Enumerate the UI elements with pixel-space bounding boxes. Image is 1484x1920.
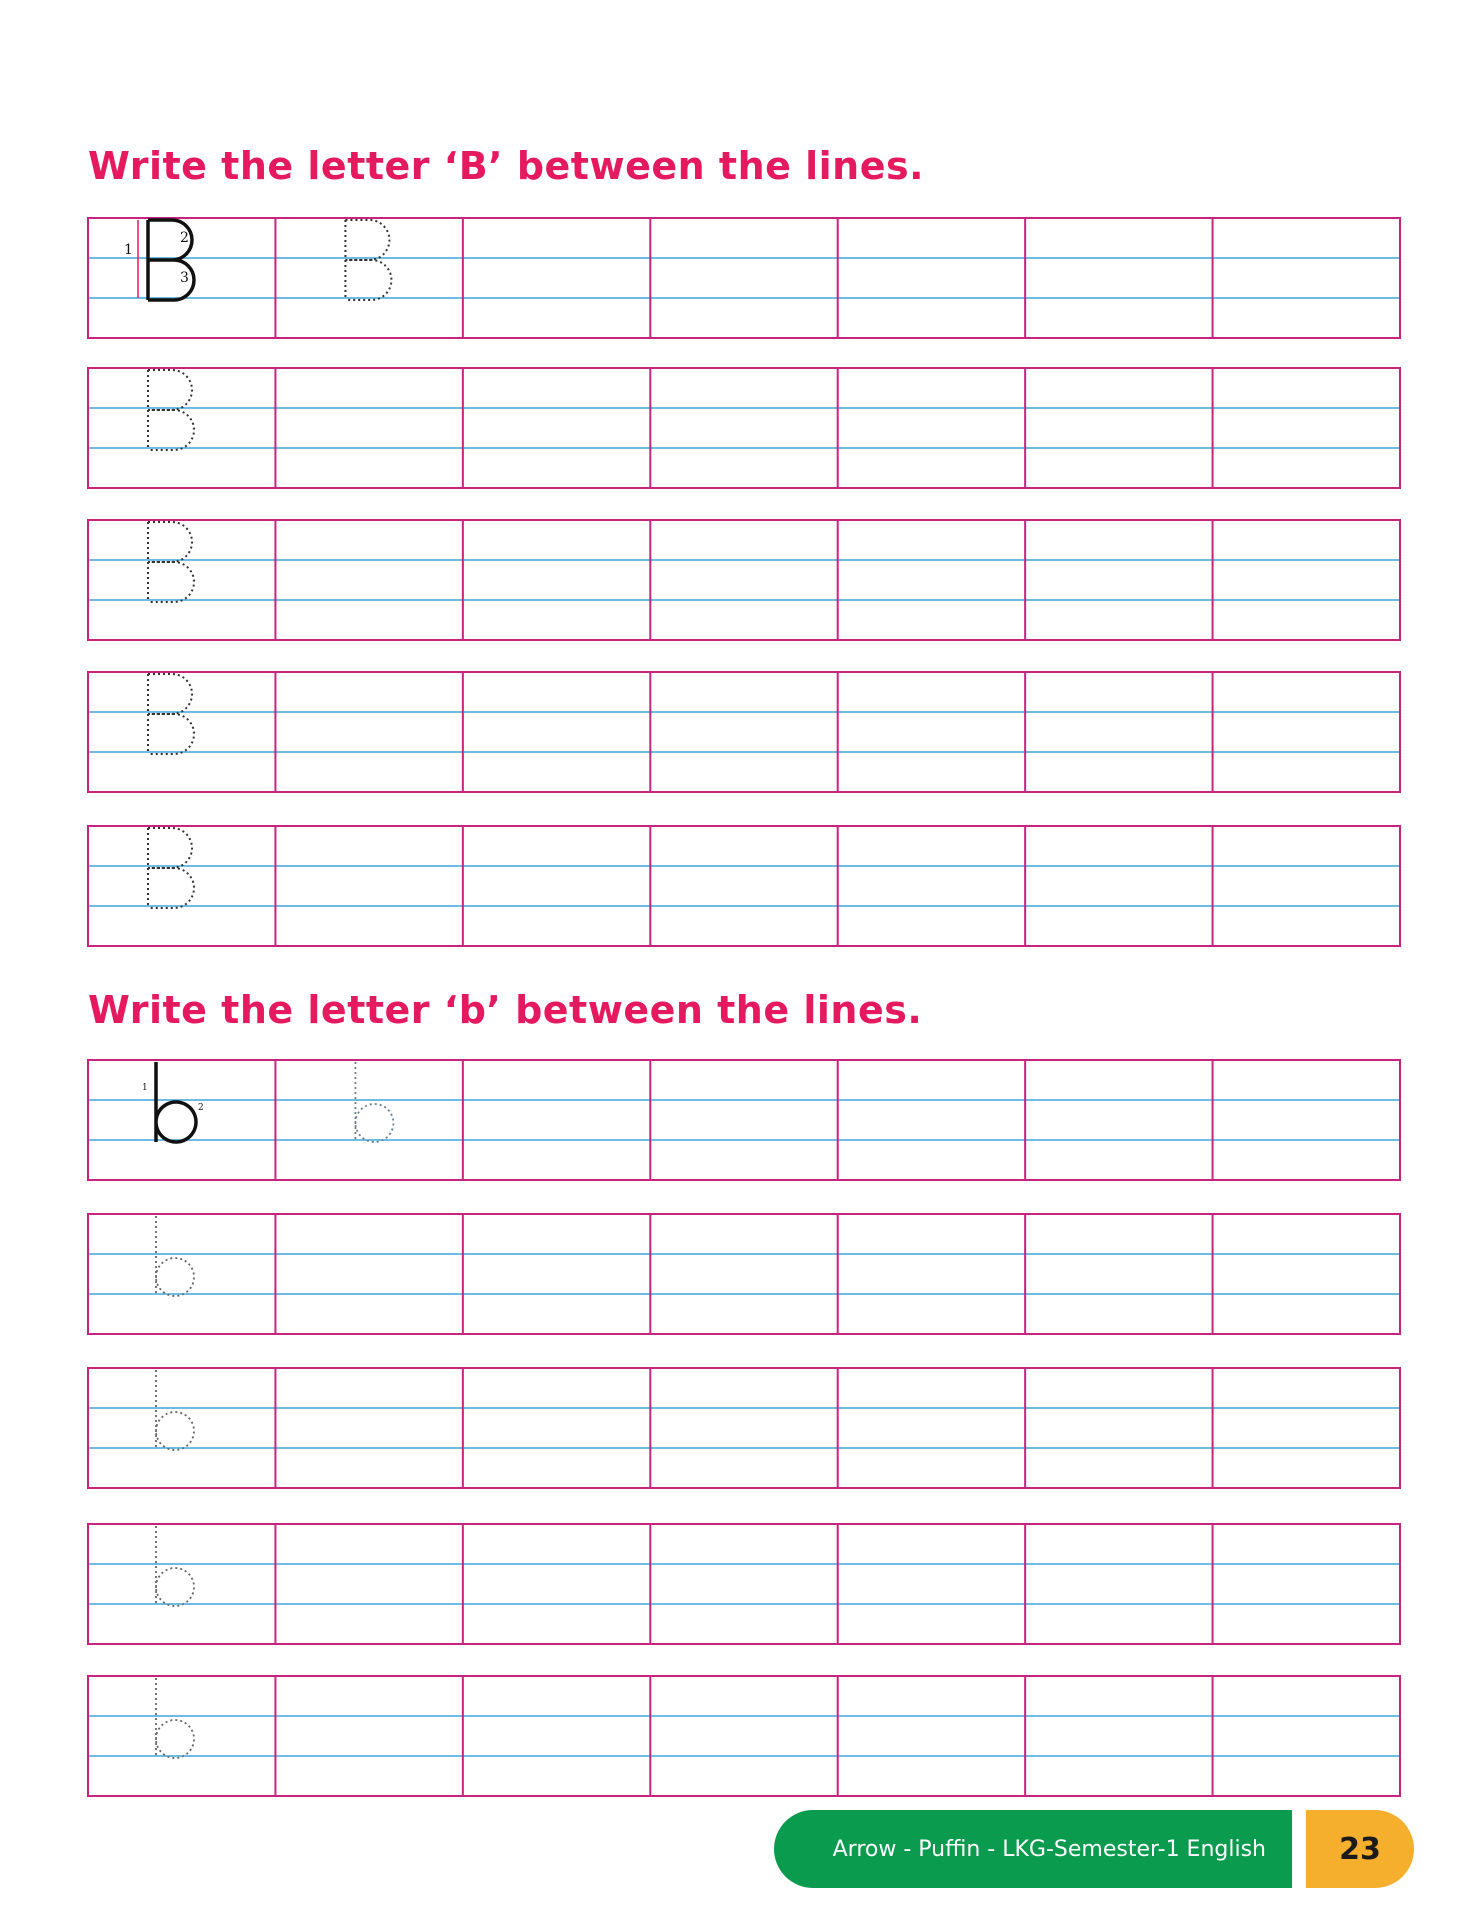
model-letter-b-lower: [156, 1062, 196, 1142]
stroke-number: 2: [198, 1103, 204, 1113]
writing-row-box: [88, 218, 1400, 338]
stroke-number: 1: [124, 242, 133, 258]
stroke-number: 3: [180, 270, 189, 286]
writing-row-box: [88, 1368, 1400, 1488]
writing-row-box: [88, 1214, 1400, 1334]
page-number-badge: 23: [1306, 1810, 1414, 1888]
writing-row-box: [88, 826, 1400, 946]
trace-letter-b-upper: [148, 828, 194, 908]
trace-letter-b-upper: [148, 522, 194, 602]
writing-row-box: [88, 1676, 1400, 1796]
writing-row-box: [88, 368, 1400, 488]
writing-row-box: [88, 520, 1400, 640]
trace-letter-b-lower: [156, 1678, 194, 1758]
trace-letter-b-upper: [148, 674, 194, 754]
trace-letter-b-lower: [156, 1370, 194, 1450]
trace-letter-b-lower: [156, 1526, 194, 1606]
trace-letter-b-upper: [148, 370, 194, 450]
footer-book-title-bar: [774, 1810, 1292, 1888]
stroke-number: 1: [142, 1083, 148, 1093]
footer-book-title: Arrow - Puffin - LKG-Semester-1 English: [832, 1836, 1266, 1862]
stroke-number: 2: [180, 230, 189, 246]
trace-letter-b-upper: [345, 220, 391, 300]
trace-letter-b-lower: [156, 1216, 194, 1296]
trace-letter-b-lower: [355, 1062, 393, 1142]
writing-row-box: [88, 1060, 1400, 1180]
section-heading-lowercase-b: Write the letter ‘b’ between the lines.: [88, 988, 923, 1032]
section-heading-uppercase-b: Write the letter ‘B’ between the lines.: [88, 144, 925, 188]
writing-row-box: [88, 672, 1400, 792]
writing-row-box: [88, 1524, 1400, 1644]
